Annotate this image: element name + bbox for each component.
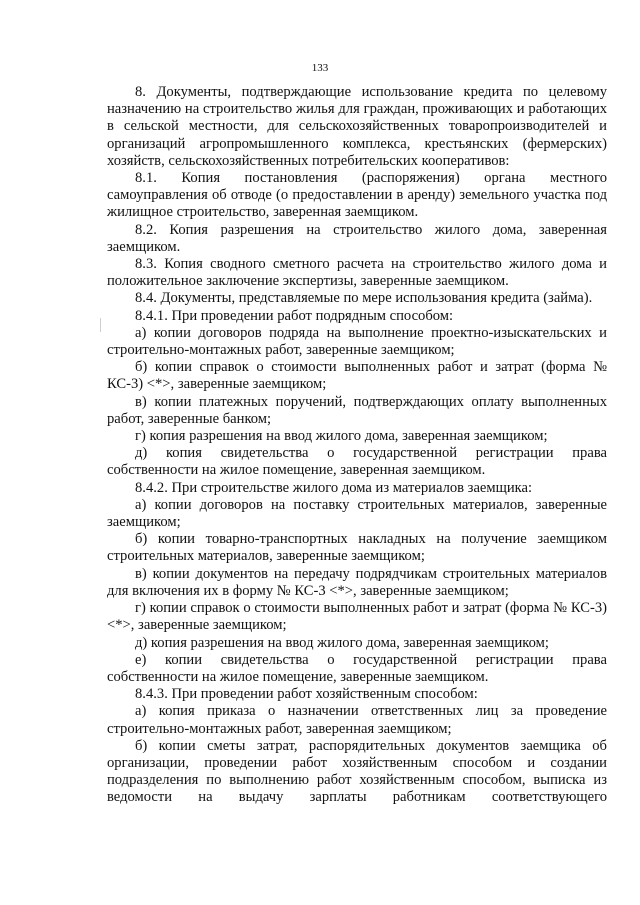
paragraph-8-3: 8.3. Копия сводного сметного расчета на строительство жилого дома и положительное заключение экспертизы, заверенные заемщиком.: [107, 256, 607, 290]
scan-artifact-mark: [100, 318, 101, 332]
document-body: [107, 84, 607, 807]
list-item-8-4-2-v: в) копии документов на передачу подрядчикам строительных материалов для включения их в форму № КС-3 <*>, заверенные заемщиком;: [107, 565, 607, 599]
list-item-8-4-2-b: б) копии товарно-транспортных накладных на получение заемщиком строительных материалов, заверенные заемщиком;: [107, 531, 607, 565]
paragraph-8-1: 8.1. Копия постановления (распоряжения) органа местного самоуправления об отводе (о предоставлении в аренду) земельного участка под жилищное строительство, заверенная заемщиком.: [107, 170, 607, 221]
paragraph-8-4-2: 8.4.2. При строительстве жилого дома из материалов заемщика:: [135, 479, 533, 496]
list-item-8-4-1-g: г) копия разрешения на ввод жилого дома, заверенная заемщиком;: [135, 428, 548, 445]
paragraph-8-2: 8.2. Копия разрешения на строительство жилого дома, заверенная заемщиком.: [107, 221, 607, 255]
list-item-8-4-1-d: д) копия свидетельства о государственной регистрации права собственности на жилое помещение, заверенная заемщиком.: [107, 445, 607, 479]
list-item-8-4-1-b: б) копии справок о стоимости выполненных работ и затрат (форма № КС-3) <*>, заверенные заемщиком;: [107, 359, 607, 393]
paragraph-8: 8. Документы, подтверждающие использование кредита по целевому назначению на строительство жилья для граждан, проживающих и работающих в сельской местности, для сельскохозяйственных товаропроизводителей и организаций агропромышленного комплекса, крестьянских (фермерских) хозяйств, сельскохозяйственных потребительских кооперативов:: [107, 84, 607, 169]
list-item-8-4-3-a: а) копия приказа о назначении ответственных лиц за проведение строительно-монтажных работ, заверенная заемщиком;: [107, 703, 607, 737]
list-item-8-4-2-g: г) копии справок о стоимости выполненных работ и затрат (форма № КС-3) <*>, заверенные заемщиком;: [107, 600, 607, 634]
list-item-8-4-2-a: а) копии договоров на поставку строительных материалов, заверенные заемщиком;: [107, 496, 607, 531]
list-item-8-4-2-e: е) копии свидетельства о государственной регистрации права собственности на жилое помещение, заверенные заемщиком.: [107, 651, 607, 685]
list-item-8-4-2-d: д) копия разрешения на ввод жилого дома, заверенная заемщиком;: [135, 634, 549, 651]
paragraph-8-4-1: 8.4.1. При проведении работ подрядным способом:: [135, 307, 454, 324]
paragraph-8-4-3: 8.4.3. При проведении работ хозяйственным способом:: [135, 686, 478, 703]
list-item-8-4-1-v: в) копии платежных поручений, подтверждающих оплату выполненных работ, заверенные банком;: [107, 393, 607, 427]
list-item-8-4-1-a: а) копии договоров подряда на выполнение проектно-изыскательских и строительно-монтажных работ, заверенные заемщиком;: [107, 324, 607, 359]
paragraph-8-4: 8.4. Документы, представляемые по мере использования кредита (займа).: [135, 290, 593, 307]
list-item-8-4-3-b: б) копии сметы затрат, распорядительных документов заемщика об организации, проведении работ хозяйственным способом и создании подразделения по выполнению работ хозяйственным способом, выписка из ведомости на выдачу зарплаты работникам соответствующего: [107, 737, 607, 806]
page-number: 133: [311, 62, 329, 74]
